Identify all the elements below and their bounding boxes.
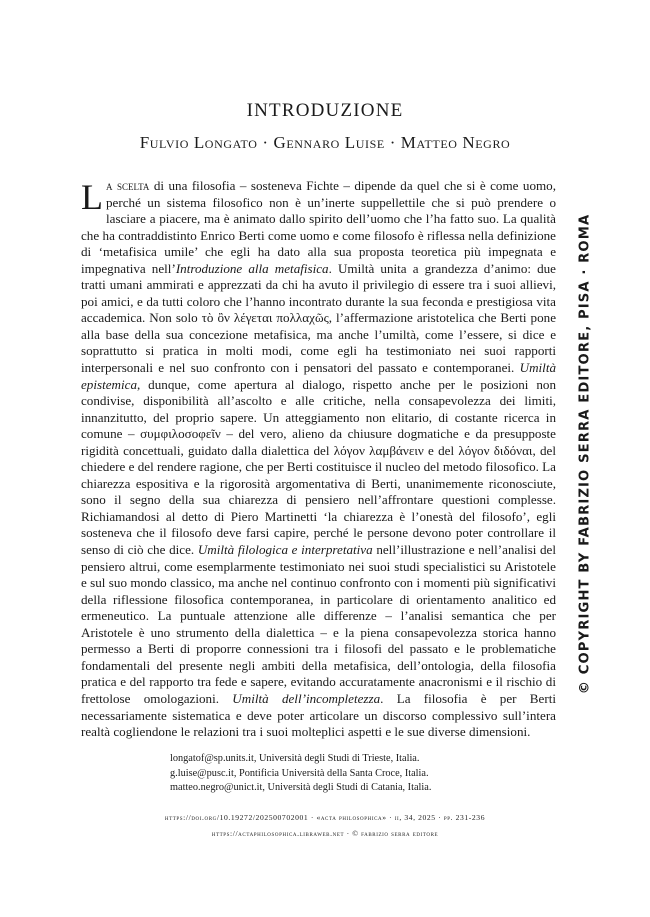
greek-phrase: λόγον λαμβάνειν: [333, 442, 424, 458]
book-title: Introduzione alla metafisica: [175, 260, 329, 276]
affiliation-line: longatof@sp.units.it, Università degli Studi di Trieste, Italia.: [170, 753, 420, 764]
affiliation-line: g.luise@pusc.it, Pontificia Università della Santa Croce, Italia.: [170, 767, 429, 779]
footer-website-line: https://actaphilosophica.libraweb.net · © fabrizio serra editore: [211, 829, 439, 838]
text-run: . Umiltà unita a grandezza d’animo: due tratti umani ammirati e apprezzati da chi ha avuto il privilegio di essere tra i suoi allievi, poi amici, e da tutti coloro che l’hanno incontrato durante la sua feconda e prestigiosa vita accademica. Non solo: [81, 260, 556, 326]
text-run: nell’illustrazione e nell’analisi del pensiero altrui, come esemplarmente testimoniato nei suoi studi specialistici su Aristotele e sul suo mondo classico, ma anche nel continuo confronto con i momenti più significativi della riflessione filosofica contemporanea, in particolare di orientamento analitico ed ermeneutico. La puntuale attenzione alle differenze – l’analisi semantica che per Aristotele è uno strumento della dialettica – e la piena consapevolezza storica hanno permesso a Berti di proporre connessioni tra i filosofi del passato e le problematiche fondamentali del presente negli ambiti della metafisica, dell’ontologia, della filosofia pratica e del rapporto tra fede e sapere, evitando accuratamente anacronismi e il rischio di frettolose omologazioni.: [81, 542, 556, 706]
emphasis-phrase: Umiltà dell’incompletezza: [232, 690, 381, 706]
copyright-text: © COPYRIGHT BY FABRIZIO SERRA EDITORE, PISA · ROMA: [577, 213, 593, 695]
greek-phrase: λόγον διδόναι: [458, 442, 533, 458]
text-run: – del vero, alieno da chiusure dogmatiche e da presupposte rigidità concettuali, guidato dalla dialettica del: [81, 426, 556, 458]
author-affiliations: [170, 752, 570, 796]
footer-doi-line: https://doi.org/10.19272/202500702001 · «acta philosophica» · ii, 34, 2025 · pp. 231-236: [164, 813, 486, 822]
article-authors: Fulvio Longato · Gennaro Luise · Matteo Negro: [139, 133, 511, 152]
emphasis-phrase: Umiltà epistemica: [81, 360, 556, 392]
body-text: [81, 178, 556, 741]
body-paragraph: [81, 178, 556, 741]
drop-cap: L: [81, 177, 103, 217]
text-run: . La filosofia è per Berti necessariamente sistematica e deve poter articolare un discorso complessivo sull’intera realtà cogliendone le relazioni tra i suoi molteplici aspetti e le sue diverse dimensioni.: [81, 690, 556, 740]
emphasis-phrase: Umiltà filologica e interpretativa: [197, 542, 373, 558]
greek-phrase: συμφιλοσοφεῖν: [140, 426, 221, 442]
text-run: di una filosofia – sosteneva Fichte – dipende da quel che si è come uomo, perché un sistema filosofico non è un’inerte suppellettile che si può prendere o lasciare a piacere, ma è animato dallo spirito dell’uomo che l’ha fatto suo. La qualità che ha contraddistinto Enrico Berti come uomo e come filosofo è riflessa nella definizione di ‘metafisica umile’ che egli ha dato alla sua proposta teoretica più impegnata e impegnativa nell’: [81, 178, 556, 276]
affiliation-line: matteo.negro@unict.it, Università degli Studi di Catania, Italia.: [170, 782, 432, 794]
opening-words: a scelta: [106, 178, 150, 193]
text-run: , dunque, come apertura al dialogo, rispetto anche per le posizioni non condivise, disponibilità all’ascolto e alle critiche, nella consapevolezza dei limiti, innanzitutto, del proprio sapere. Un atteggiamento non elitario, di costante ricerca in comune –: [81, 376, 556, 442]
text-run: , l’affermazione aristotelica che Berti pone alla base della sua concezione metafisica, ma anche l’umiltà, come l’essere, si dice e soprattutto si pratica in molti modi, come egli ha testimoniato nei suoi rapporti interpersonali e nel suo confronto con i pensatori del passato e contemporanei.: [81, 310, 557, 376]
text-run: e del: [423, 442, 459, 458]
text-run: , del chiedere e del rendere ragione, che per Berti costituisce il nucleo del metodo filosofico. La chiarezza espositiva e la rigorosità argomentativa di Berti, unanimemente riconosciute, sono il segno della sua chiarezza di pensiero nell’affrontare questioni complesse. Richiamandosi al detto di Piero Martinetti ‘la chiarezza è l’onestà del filosofo’, egli sosteneva che il filosofo deve farsi capire, perché le persone devono poter controllare il senso di ciò che dice.: [81, 442, 556, 558]
article-title: INTRODUZIONE: [246, 100, 404, 121]
greek-phrase: τὸ ὂν λέγεται πολλαχῶς: [201, 310, 329, 326]
